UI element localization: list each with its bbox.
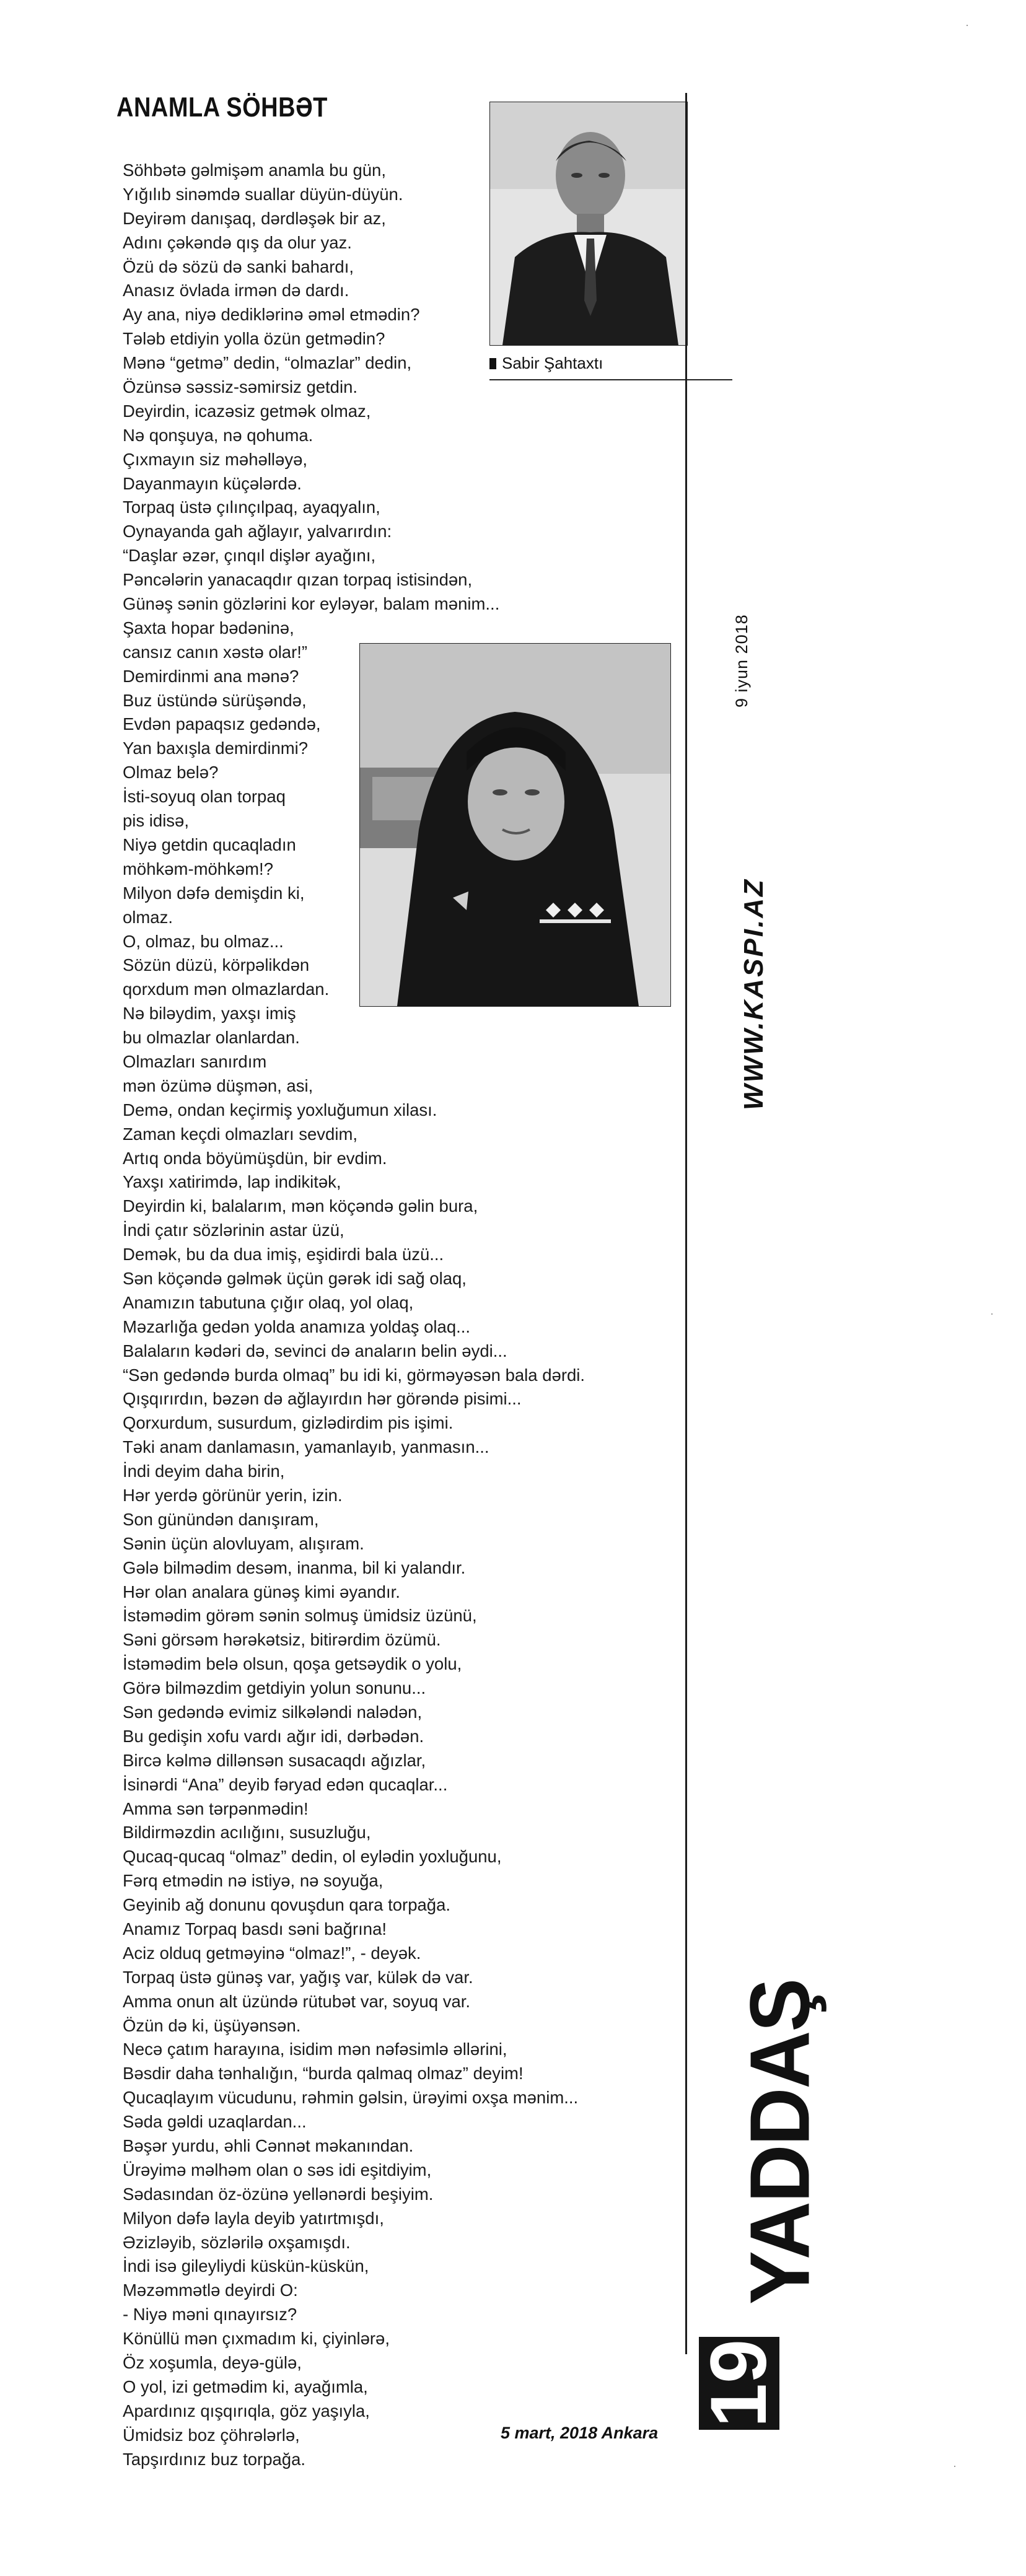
poem-line: Görə bilməzdim getdiyin yolun sonunu...	[123, 1678, 426, 1698]
poem-line: Gələ bilmədim desəm, inanma, bil ki yalandır.	[123, 1557, 466, 1577]
poem-line: Ürəyimə məlhəm olan o səs idi eşitdiyim,	[123, 2160, 432, 2180]
poem-line: Deyirəm danışaq, dərdləşək bir az,	[123, 208, 386, 228]
scan-speck	[954, 2466, 955, 2467]
poem-line: Anamızın tabutuna çığır olaq, yol olaq,	[123, 1292, 414, 1312]
poem-line: bu olmazlar olanlardan.	[123, 1028, 300, 1048]
poem-line: Aciz olduq getməyinə “olmaz!”, - deyək.	[123, 1943, 421, 1963]
poem-line: İndi isə gileyliydi küskün-küskün,	[123, 2256, 369, 2276]
poem-line: İsti-soyuq olan torpaq	[123, 787, 286, 807]
poem-line: Oynayanda gah ağlayır, yalvarırdın:	[123, 522, 392, 541]
poem-line: Qucaqlayım vücudunu, rəhmin gəlsin, ürəyimi oxşa mənim...	[123, 2088, 579, 2108]
poem-line: Demirdinmi ana mənə?	[123, 666, 299, 686]
page-number: 19	[695, 2339, 783, 2428]
poem-line: Bildirməzdin acılığını, susuzluğu,	[123, 1823, 371, 1842]
poem-line: Bəsdir daha tənhalığın, “burda qalmaq olmaz” deyim!	[123, 2064, 524, 2083]
scan-speck	[967, 25, 968, 26]
poem-line: Bəşər yurdu, əhli Cənnət məkanından.	[123, 2136, 414, 2156]
poem-line: Bu gedişin xofu vardı ağır idi, dərbədən.	[123, 1726, 424, 1746]
scan-speck	[991, 1313, 993, 1315]
poem-line: Tələb etdiyin yolla özün getmədin?	[123, 329, 385, 349]
poem-line: Məzəmmətlə deyirdi O:	[123, 2280, 298, 2300]
poem-line: Əzizləyib, sözlərilə oxşamışdı.	[123, 2232, 351, 2252]
poem-line: - Niyə məni qınayırsız?	[123, 2305, 297, 2324]
poem-line: O yol, izi getmədim ki, ayağımla,	[123, 2377, 368, 2396]
page-number-box	[695, 2337, 783, 2430]
poem-line: Qışqırırdın, bəzən də ağlayırdın hər görəndə pisimi...	[123, 1389, 522, 1409]
poem-line: Tapşırdınız buz torpağa.	[123, 2449, 306, 2469]
poem-line: “Sən gedəndə burda olmaq” bu idi ki, görməyəsən bala dərdi.	[123, 1365, 585, 1385]
poem-line: Ay ana, niyə dediklərinə əməl etmədin?	[123, 305, 420, 325]
poem-line: İstəmədim görəm sənin solmuş ümidsiz üzünü,	[123, 1606, 477, 1626]
poem-line: Könüllü mən çıxmadım ki, çiyinlərə,	[123, 2329, 390, 2349]
poem-line: Təki anam danlamasın, yamanlayıb, yanmasın...	[123, 1437, 489, 1457]
poem-line: O, olmaz, bu olmaz...	[123, 931, 284, 951]
poem-line: Buz üstündə sürüşəndə,	[123, 690, 307, 710]
poem-line: Şaxta hopar bədəninə,	[123, 618, 294, 637]
poem-line: Torpaq üstə çılınçılpaq, ayaqyalın,	[123, 497, 380, 517]
poem-line: Nə biləydim, yaxşı imiş	[123, 1004, 296, 1023]
poem-line: Olmazları sanırdım	[123, 1051, 267, 1071]
poem-line: Sən köçəndə gəlmək üçün gərək idi sağ olaq,	[123, 1268, 467, 1288]
poem-line: Torpaq üstə günəş var, yağış var, külək də var.	[123, 1967, 473, 1987]
poem-line: Ümidsiz boz çöhrələrlə,	[123, 2425, 300, 2445]
poem-line: Öz xoşumla, deyə-gülə,	[123, 2353, 302, 2373]
poem-line: Olmaz belə?	[123, 763, 219, 782]
issue-date: 9 iyun 2018	[732, 614, 751, 708]
poem-line: Günəş sənin gözlərini kor eyləyər, balam mənim...	[123, 594, 500, 614]
poem-line: Evdən papaqsız gedəndə,	[123, 714, 321, 734]
poem-line: Anasız övlada irmən də dardı.	[123, 281, 349, 300]
poem-line: mən özümə düşmən, asi,	[123, 1076, 314, 1095]
poem-line: Dayanmayın küçələrdə.	[123, 473, 302, 493]
poem-line: Niyə getdin qucaqladın	[123, 835, 296, 854]
poem-line: Səda gəldi uzaqlardan...	[123, 2112, 307, 2132]
poem-line: Səni görsəm hərəkətsiz, bitirərdim özümü.	[123, 1630, 441, 1650]
poem-line: möhkəm-möhkəm!?	[123, 859, 273, 878]
poem-line: İndi deyim daha birin,	[123, 1461, 285, 1481]
poem-line: Amma onun alt üzündə rütubət var, soyuq var.	[123, 1991, 471, 2011]
section-title: YADDAŞ	[732, 1979, 827, 2305]
poem-line: pis idisə,	[123, 811, 189, 831]
website-link[interactable]: WWW.KASPI.AZ	[739, 878, 769, 1110]
poem-line: Zaman keçdi olmazları sevdim,	[123, 1124, 358, 1144]
poem-line: Yığılıb sinəmdə suallar düyün-düyün.	[123, 184, 403, 204]
poem-line: Sənin üçün alovluyam, alışıram.	[123, 1533, 364, 1553]
poem-line: Artıq onda böyümüşdün, bir evdim.	[123, 1148, 387, 1168]
column-divider	[685, 93, 687, 2354]
poem-line: Özün də ki, üşüyənsən.	[123, 2015, 301, 2035]
poem-line: Özünsə səssiz-səmirsiz getdin.	[123, 377, 358, 397]
poem-line: İstəmədim belə olsun, qoşa getsəydik o yolu,	[123, 1654, 462, 1674]
poem-line: “Daşlar əzər, çınqıl dişlər ayağını,	[123, 546, 376, 566]
poem-line: Adını çəkəndə qış da olur yaz.	[123, 232, 352, 252]
poem-line: Hər yerdə görünür yerin, izin.	[123, 1485, 343, 1505]
poem-line: Qorxurdum, susurdum, gizlədirdim pis işimi.	[123, 1413, 454, 1433]
poem-line: Sözün düzü, körpəlikdən	[123, 955, 310, 975]
article-title: ANAMLA SÖHBƏT	[116, 92, 328, 123]
poem-line: Balaların kədəri də, sevinci də anaların belin əydi...	[123, 1341, 507, 1360]
poem-line: Qucaq-qucaq “olmaz” dedin, ol eylədin yoxluğunu,	[123, 1847, 502, 1867]
author-name: Sabir Şahtaxtı	[502, 354, 603, 372]
poem-line: Necə çatım harayına, isidim mən nəfəsimlə əllərini,	[123, 2039, 507, 2059]
poem-line: İsinərdi “Ana” deyib fəryad edən qucaqlar...	[123, 1774, 448, 1794]
poem-line: Nə qonşuya, nə qohuma.	[123, 425, 314, 445]
poem-line: Anamız Torpaq basdı səni bağrına!	[123, 1919, 387, 1939]
poem-line: Sən gedəndə evimiz silkələndi nalədən,	[123, 1702, 423, 1722]
poem-line: Amma sən tərpənmədin!	[123, 1798, 309, 1818]
poem-line: Bircə kəlmə dillənsən susacaqdı ağızlar,	[123, 1750, 426, 1770]
poem-line: Demə, ondan keçirmiş yoxluğumun xilası.	[123, 1100, 437, 1119]
poem-line: cansız canın xəstə olar!”	[123, 642, 308, 662]
poem-line: Özü də sözü də sanki bahardı,	[123, 256, 354, 276]
article-footer-date: 5 mart, 2018 Ankara	[501, 2424, 659, 2442]
poem-line: Yaxşı xatirimdə, lap indikitək,	[123, 1172, 341, 1192]
poem-line: qorxdum mən olmazlardan.	[123, 979, 330, 999]
poem-line: Pəncələrin yanacaqdır qızan torpaq istisindən,	[123, 570, 473, 590]
poem-line: İndi çatır sözlərinin astar üzü,	[123, 1220, 344, 1240]
poem-line: Milyon dəfə layla deyib yatırtmışdı,	[123, 2208, 384, 2228]
poem-line: Apardınız qışqırıqla, göz yaşıyla,	[123, 2401, 370, 2420]
poem-line: Deyirdin ki, balalarım, mən köçəndə gəlin bura,	[123, 1196, 478, 1216]
poem-line: Yan baxışla demirdinmi?	[123, 738, 309, 758]
poem-line: olmaz.	[123, 907, 173, 927]
poem-line: Fərq etmədin nə istiyə, nə soyuğa,	[123, 1871, 384, 1891]
poem-line: Mənə “getmə” dedin, “olmazlar” dedin,	[123, 353, 412, 373]
poem-line: Məzarlığa gedən yolda anamıza yoldaş olaq...	[123, 1316, 471, 1336]
poem-line: Çıxmayın siz məhəlləyə,	[123, 449, 308, 469]
poem-line: Geyinib ağ donunu qovuşdun qara torpağa.	[123, 1895, 451, 1915]
poem-body	[123, 159, 745, 2472]
poem-line: Milyon dəfə demişdin ki,	[123, 883, 305, 903]
poem-line: Söhbətə gəlmişəm anamla bu gün,	[123, 160, 386, 180]
poem-line: Son günündən danışıram,	[123, 1509, 319, 1529]
poem-line: Demək, bu da dua imiş, eşidirdi bala üzü...	[123, 1245, 444, 1264]
poem-line: Hər olan analara günəş kimi əyandır.	[123, 1582, 400, 1601]
poem-line: Deyirdin, icazəsiz getmək olmaz,	[123, 401, 371, 421]
poem-line: Sədasından öz-özünə yellənərdi beşiyim.	[123, 2184, 434, 2204]
